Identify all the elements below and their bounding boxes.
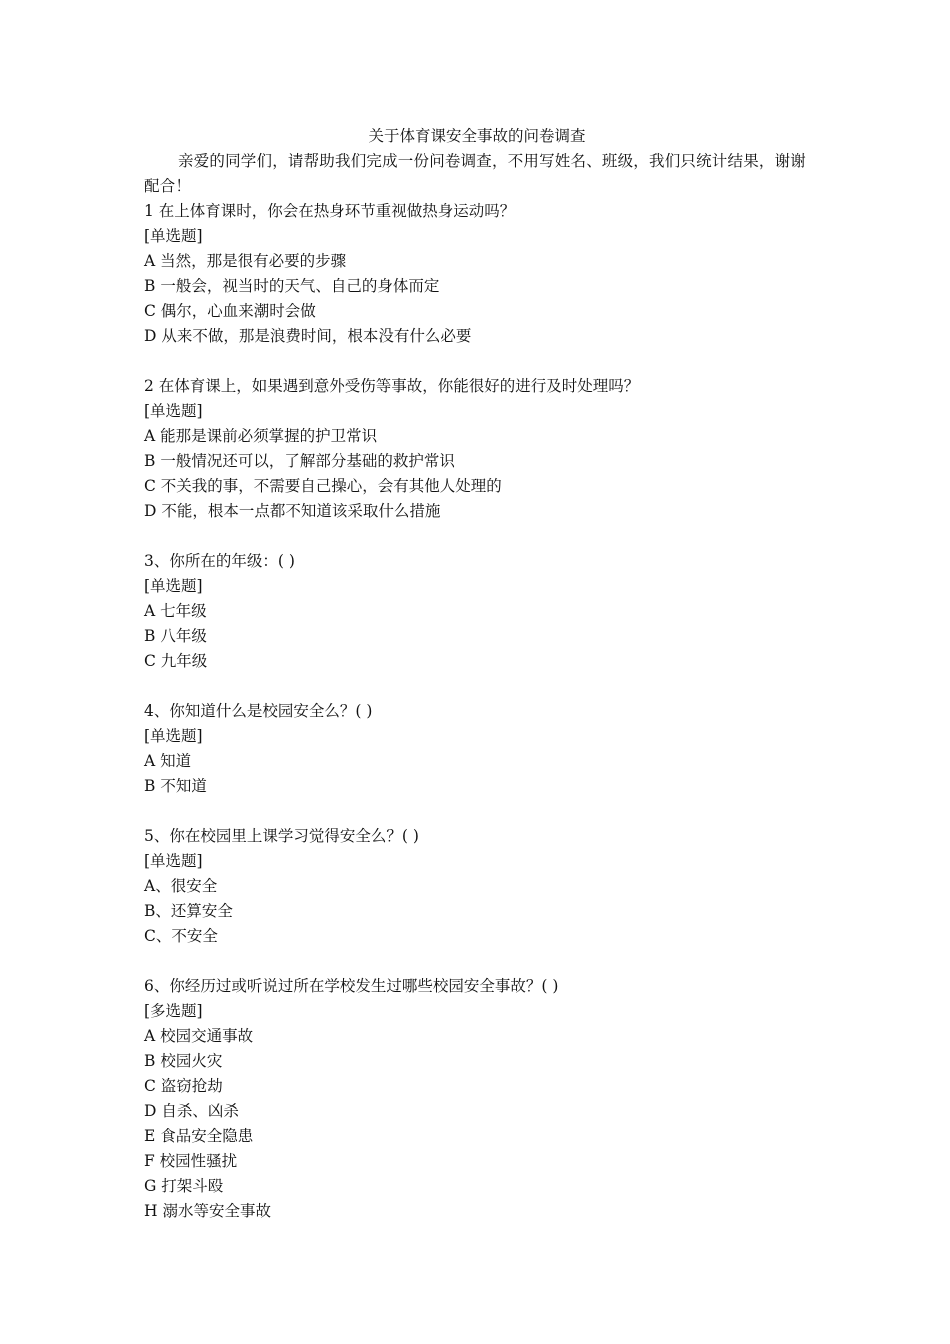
question-type: [单选题] <box>144 727 203 745</box>
question-6 <box>144 974 810 1224</box>
option: E 食品安全隐患 <box>144 1127 254 1145</box>
option: C 不关我的事，不需要自己操心，会有其他人处理的 <box>144 477 502 495</box>
question-text: 2 在体育课上，如果遇到意外受伤等事故，你能很好的进行及时处理吗？ <box>144 377 640 395</box>
option: D 从来不做，那是浪费时间，根本没有什么必要 <box>144 327 472 345</box>
option: B 校园火灾 <box>144 1052 223 1070</box>
option: A 能那是课前必须掌握的护卫常识 <box>144 427 378 445</box>
question-4 <box>144 699 810 799</box>
option: F 校园性骚扰 <box>144 1152 238 1170</box>
option: B 一般情况还可以，了解部分基础的救护常识 <box>144 452 455 470</box>
option: D 自杀、凶杀 <box>144 1102 239 1120</box>
question-text: 1 在上体育课时，你会在热身环节重视做热身运动吗？ <box>144 202 516 220</box>
blank-line <box>144 349 810 374</box>
question-1 <box>144 199 810 349</box>
question-text: 6、你经历过或听说过所在学校发生过哪些校园安全事故？( ) <box>144 977 559 995</box>
option: A 当然，那是很有必要的步骤 <box>144 252 347 270</box>
blank-line <box>144 799 810 824</box>
blank-line <box>144 524 810 549</box>
option: H 溺水等安全事故 <box>144 1202 271 1220</box>
document-page <box>144 124 810 1224</box>
option: B 一般会，视当时的天气、自己的身体而定 <box>144 277 440 295</box>
question-text: 5、你在校园里上课学习觉得安全么？( ) <box>144 827 419 845</box>
question-type: [多选题] <box>144 1002 203 1020</box>
intro-paragraph: 亲爱的同学们，请帮助我们完成一份问卷调查，不用写姓名、班级，我们只统计结果，谢谢配合！ <box>144 152 807 195</box>
option: A 校园交通事故 <box>144 1027 254 1045</box>
question-3 <box>144 549 810 674</box>
question-type: [单选题] <box>144 577 203 595</box>
question-5 <box>144 824 810 949</box>
option: B、还算安全 <box>144 902 233 920</box>
option: B 不知道 <box>144 777 207 795</box>
option: G 打架斗殴 <box>144 1177 224 1195</box>
option: A 七年级 <box>144 602 207 620</box>
option: A 知道 <box>144 752 192 770</box>
question-2 <box>144 374 810 524</box>
question-text: 3、你所在的年级：( ) <box>144 552 295 570</box>
option: C 九年级 <box>144 652 208 670</box>
option: C、不安全 <box>144 927 218 945</box>
document-title: 关于体育课安全事故的问卷调查 <box>368 127 586 145</box>
option: B 八年级 <box>144 627 207 645</box>
question-type: [单选题] <box>144 227 203 245</box>
question-type: [单选题] <box>144 852 203 870</box>
option: D 不能，根本一点都不知道该采取什么措施 <box>144 502 441 520</box>
blank-line <box>144 949 810 974</box>
option: C 盗窃抢劫 <box>144 1077 223 1095</box>
option: C 偶尔，心血来潮时会做 <box>144 302 316 320</box>
blank-line <box>144 674 810 699</box>
question-text: 4、你知道什么是校园安全么？( ) <box>144 702 373 720</box>
option: A、很安全 <box>144 877 218 895</box>
question-type: [单选题] <box>144 402 203 420</box>
